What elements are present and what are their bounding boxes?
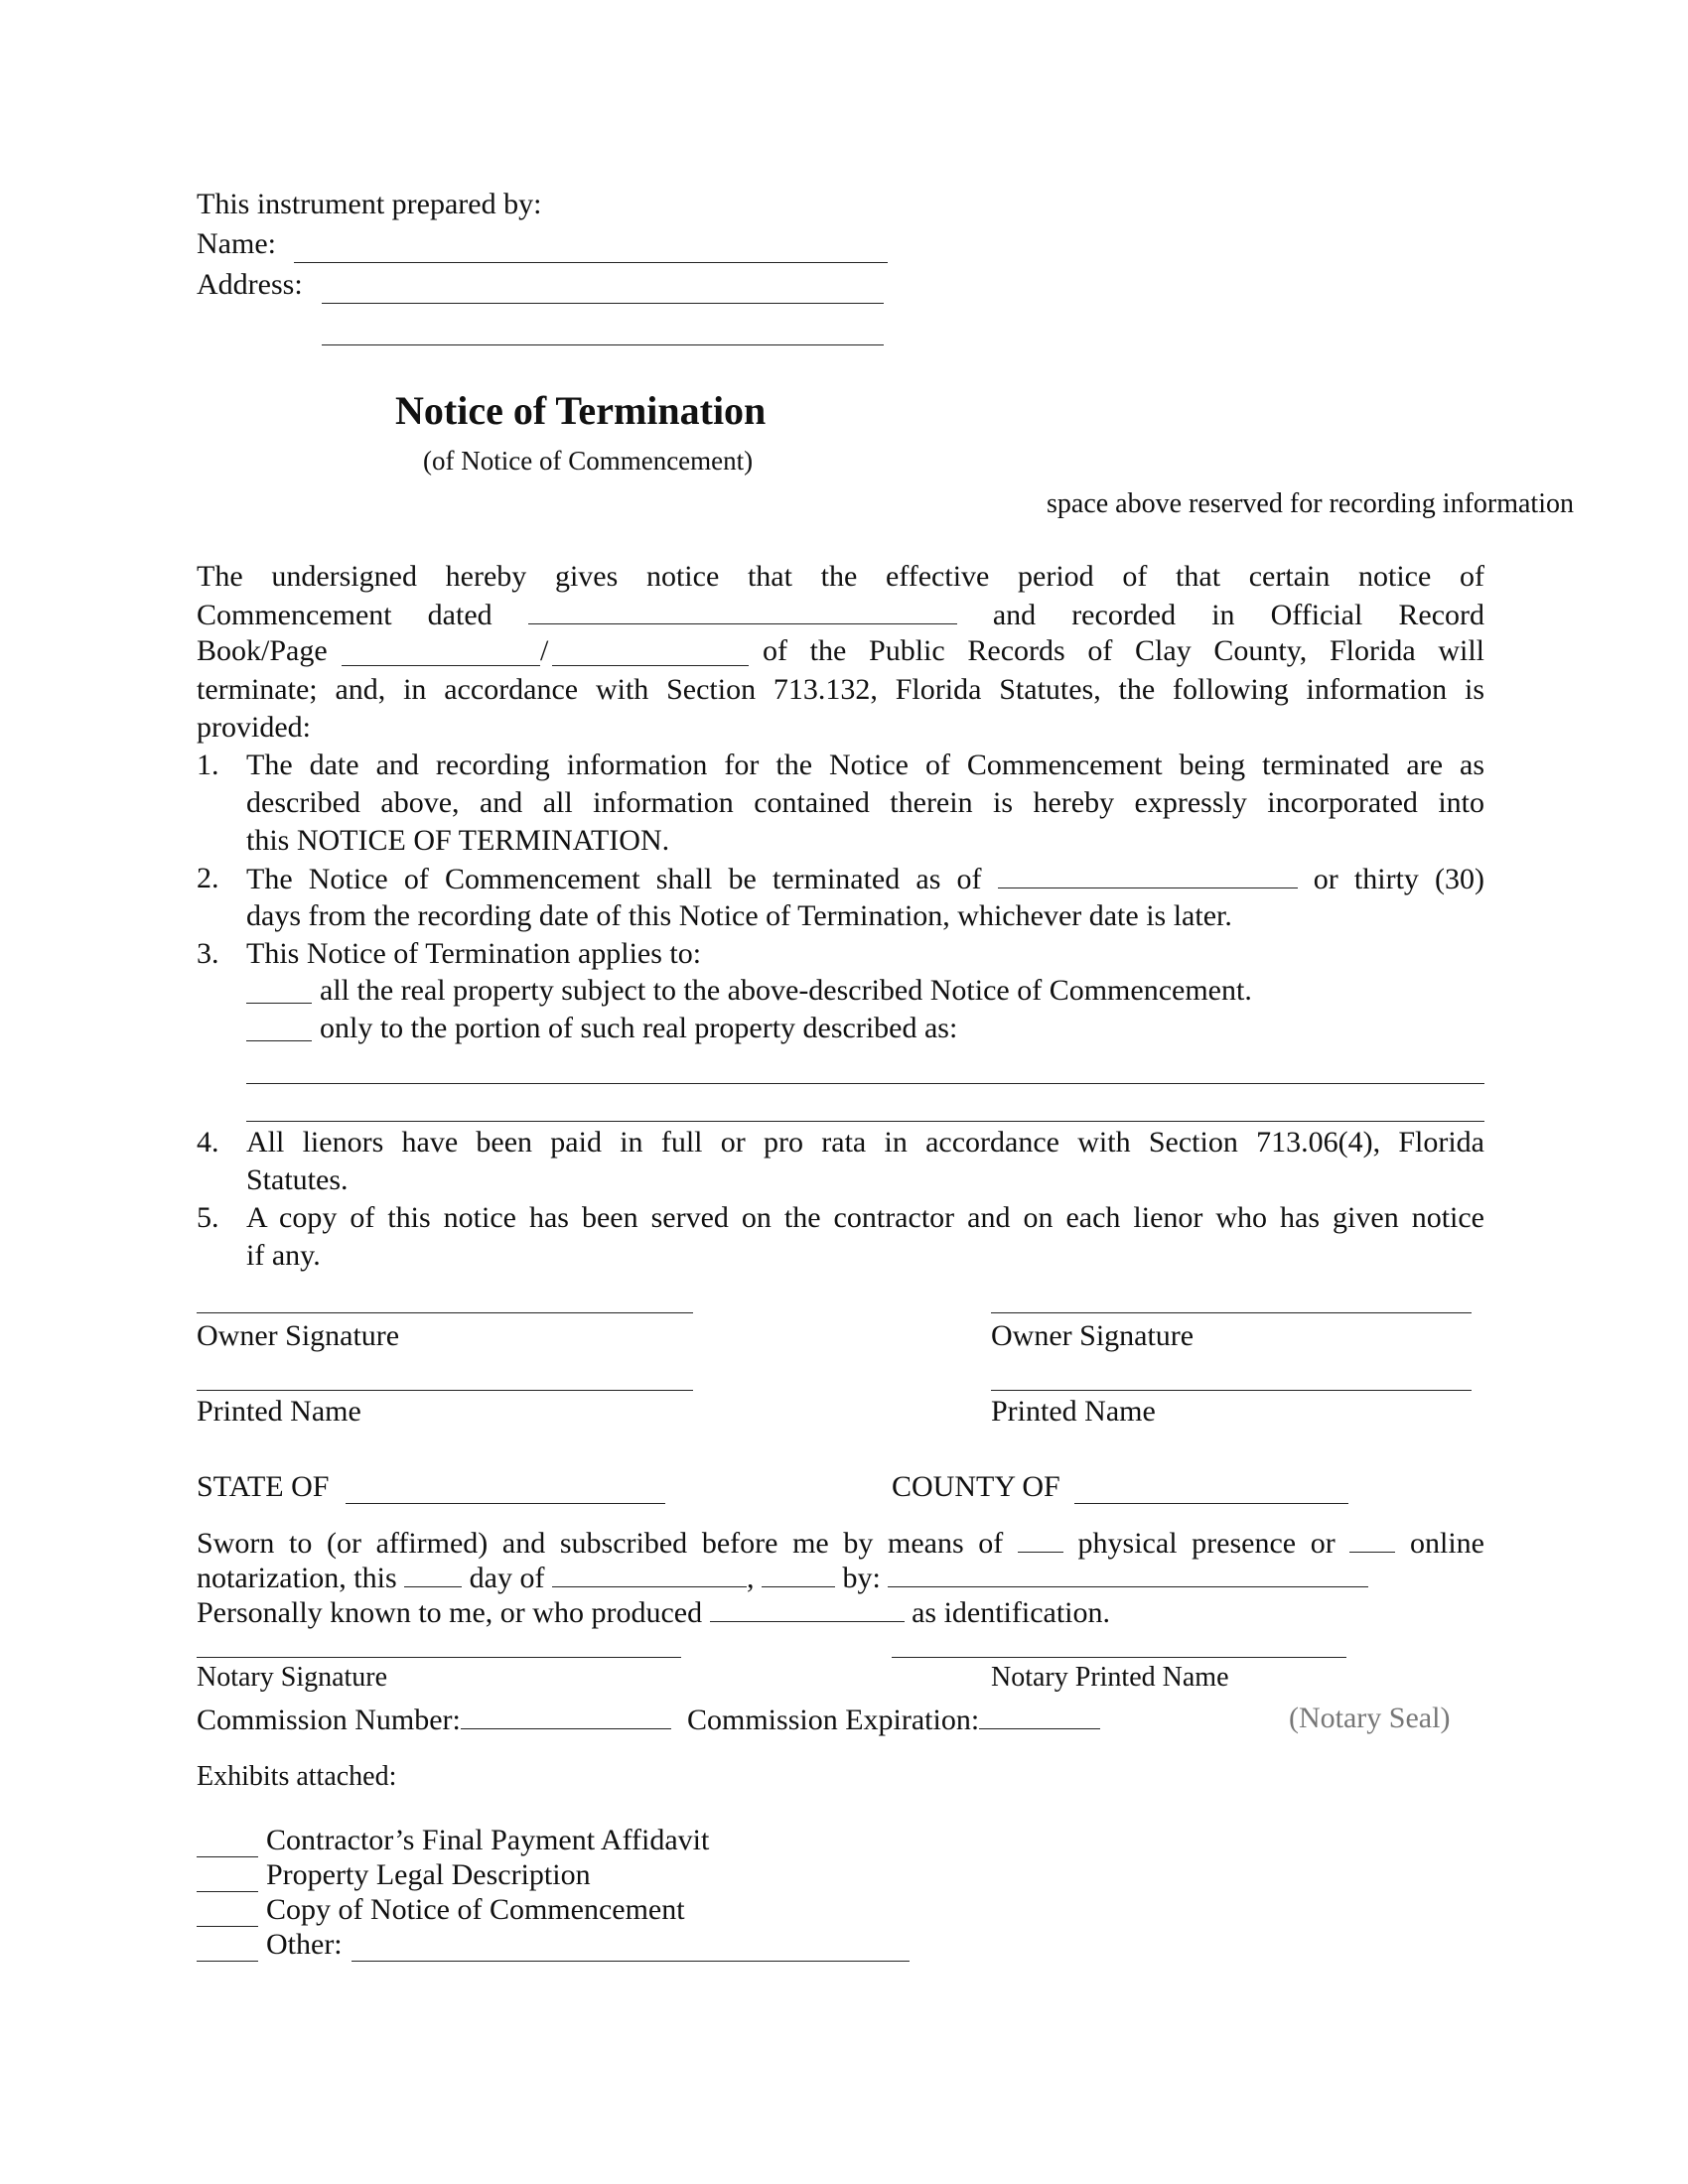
notarization-month-field[interactable] [552,1559,747,1587]
commission-expiration-row [687,1701,1100,1738]
intro-line-3: of the Public Records of Clay County, Florida will [763,634,1484,667]
name-field[interactable] [294,262,888,263]
printed-name-line-right[interactable] [991,1390,1472,1391]
notary-printed-name-label: Notary Printed Name [991,1662,1229,1693]
exhibit-item-2: Property Legal Description [266,1858,591,1891]
exhibits-label: Exhibits attached: [197,1761,397,1792]
notary-signature-line[interactable] [197,1657,681,1658]
property-description-line-2[interactable] [246,1121,1484,1122]
identification-field[interactable] [710,1593,905,1622]
commission-expiration-field[interactable] [979,1701,1100,1729]
exhibit-checkbox-4[interactable] [197,1961,258,1962]
printed-name-label-left: Printed Name [197,1395,361,1428]
book-page-slash: / [540,634,549,667]
printed-name-line-left[interactable] [197,1390,693,1391]
item-1-line-2: described above, and all information contained therein is hereby expressly incorporated into [246,786,1484,819]
item-4-line-2: Statutes. [246,1163,349,1196]
sworn-text: Sworn to (or affirmed) and subscribed before me by means of [197,1527,1004,1560]
notarization-line [197,1559,1368,1596]
item-5-line-2: if any. [246,1239,321,1272]
item-number-4: 4. [197,1126,219,1159]
book-page-label: Book/Page [197,634,328,667]
item-number-5: 5. [197,1201,219,1234]
commission-number-field[interactable] [461,1701,671,1729]
item-4-line-1: All lienors have been paid in full or pro rata in accordance with Section 713.06(4), Florida [246,1126,1484,1159]
item-number-1: 1. [197,749,219,781]
owner-signature-label-left: Owner Signature [197,1319,400,1352]
state-field[interactable] [346,1503,665,1504]
prepared-by-label: This instrument prepared by: [197,188,542,220]
state-of-label: STATE OF [197,1470,330,1503]
address-field-line-2[interactable] [322,344,884,345]
item-number-3: 3. [197,937,219,970]
owner-signature-label-right: Owner Signature [991,1319,1195,1352]
commission-expiration-label: Commission Expiration: [687,1704,980,1736]
item-3-option-2: only to the portion of such real property described as: [320,1012,958,1044]
recording-note: space above reserved for recording information [1047,488,1574,519]
exhibit-checkbox-2[interactable] [197,1891,258,1892]
notarization-year-field[interactable] [762,1559,835,1587]
intro-line-4: terminate; and, in accordance with Section 713.132, Florida Statutes, the following information is [197,673,1484,706]
intro-line-2 [197,596,1484,634]
address-label: Address: [197,268,303,301]
notary-signature-label: Notary Signature [197,1662,388,1693]
thirty-days-label: or thirty (30) [1313,863,1485,895]
document-subtitle: (of Notice of Commencement) [423,446,754,476]
commencement-date-field[interactable] [528,596,957,624]
exhibit-item-4: Other: [266,1928,343,1961]
commission-number-label: Commission Number: [197,1704,461,1736]
county-field[interactable] [1074,1503,1348,1504]
notary-printed-name-line[interactable] [892,1657,1346,1658]
intro-line-5: provided: [197,711,311,744]
item-5-line-1: A copy of this notice has been served on the contractor and on each lienor who has given notice [246,1201,1484,1234]
personally-known-line [197,1593,1110,1631]
printed-name-label-right: Printed Name [991,1395,1156,1428]
all-property-checkbox[interactable] [246,1003,312,1004]
exhibit-checkbox-1[interactable] [197,1856,258,1857]
item-3-line-1: This Notice of Termination applies to: [246,937,702,970]
termination-date-field[interactable] [998,860,1298,888]
item-2-line-1 [246,860,1484,898]
county-of-label: COUNTY OF [892,1470,1060,1503]
personally-known-label: Personally known to me, or who produced [197,1596,703,1629]
terminated-as-of-label: The Notice of Commencement shall be terminated as of [246,863,982,895]
notarization-comma: , [746,1562,755,1594]
identification-label: as identification. [912,1596,1111,1629]
item-number-2: 2. [197,862,219,894]
portion-property-checkbox[interactable] [246,1040,312,1041]
exhibit-item-1: Contractor’s Final Payment Affidavit [266,1824,710,1856]
book-field[interactable] [342,665,540,666]
notarization-this-label: notarization, this [197,1562,397,1594]
recorded-label: and recorded in Official Record [992,599,1485,631]
online-checkbox[interactable] [1349,1524,1395,1553]
commencement-dated-label: Commencement dated [197,599,492,631]
item-3-option-1: all the real property subject to the above-described Notice of Commencement. [320,974,1252,1007]
notary-seal-label: (Notary Seal) [1289,1702,1451,1734]
exhibit-checkbox-3[interactable] [197,1926,258,1927]
online-label: online [1410,1527,1484,1560]
page-field[interactable] [552,665,749,666]
notarization-day-field[interactable] [404,1559,462,1587]
intro-line-1: The undersigned hereby gives notice that the effective period of that certain notice of [197,560,1484,593]
day-of-label: day of [469,1562,545,1594]
item-1-line-1: The date and recording information for the Notice of Commencement being terminated are as [246,749,1484,781]
item-2-line-2: days from the recording date of this Notice of Termination, whichever date is later. [246,899,1232,932]
commission-number-row [197,1701,671,1738]
notarization-by-label: by: [842,1562,881,1594]
exhibit-other-field[interactable] [352,1961,910,1962]
physical-presence-label: physical presence or [1077,1527,1336,1560]
property-description-line-1[interactable] [246,1083,1484,1084]
physical-presence-checkbox[interactable] [1018,1524,1063,1553]
owner-signature-line-right[interactable] [991,1312,1472,1313]
name-label: Name: [197,227,276,260]
exhibit-item-3: Copy of Notice of Commencement [266,1893,685,1926]
notarization-by-field[interactable] [888,1559,1368,1587]
item-1-line-3: this NOTICE OF TERMINATION. [246,824,670,857]
sworn-line [197,1524,1484,1563]
owner-signature-line-left[interactable] [197,1312,693,1313]
document-title: Notice of Termination [395,388,767,433]
address-field-line-1[interactable] [322,303,884,304]
